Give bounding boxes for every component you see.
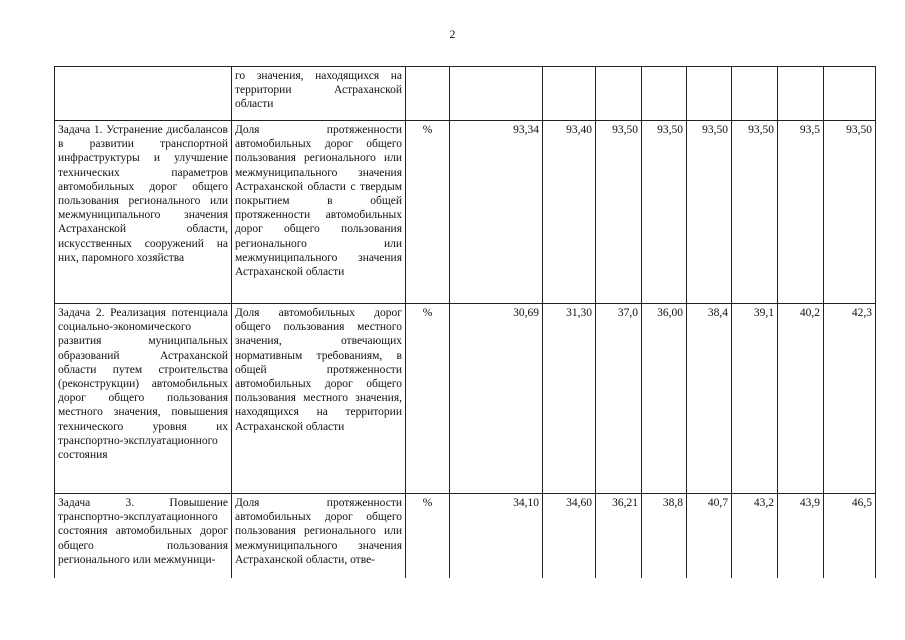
value-cell: 36,21 bbox=[596, 494, 642, 579]
value-cell bbox=[824, 67, 876, 121]
value-cell: 93,50 bbox=[732, 121, 778, 304]
value-cell: 93,5 bbox=[778, 121, 824, 304]
value-cell: 34,10 bbox=[450, 494, 543, 579]
indicators-table bbox=[54, 66, 876, 578]
indicator-cell: го значения, находящихся на территории Астраханской области bbox=[232, 67, 406, 121]
value-cell bbox=[732, 67, 778, 121]
indicator-cell: Доля протяженности автомобильных дорог общего пользования регионального или межмуниципального значения Астраханской области, отве- bbox=[232, 494, 406, 579]
task-cell bbox=[55, 67, 232, 121]
value-cell bbox=[778, 67, 824, 121]
value-cell bbox=[450, 67, 543, 121]
value-cell: 43,2 bbox=[732, 494, 778, 579]
unit-cell bbox=[406, 67, 450, 121]
table-row bbox=[55, 121, 876, 304]
value-cell: 93,50 bbox=[642, 121, 687, 304]
value-cell: 43,9 bbox=[778, 494, 824, 579]
value-cell: 36,00 bbox=[642, 304, 687, 494]
value-cell: 39,1 bbox=[732, 304, 778, 494]
value-cell: 93,50 bbox=[824, 121, 876, 304]
indicator-cell: Доля протяженности автомобильных дорог общего пользования регионального или межмуниципального значения Астраханской области с твердым покрытием в общей протяженности автомобильных дорог общего пользования регионального или межмуниципального значения Астраханской области bbox=[232, 121, 406, 304]
value-cell: 46,5 bbox=[824, 494, 876, 579]
value-cell: 31,30 bbox=[543, 304, 596, 494]
value-cell: 42,3 bbox=[824, 304, 876, 494]
value-cell: 93,50 bbox=[596, 121, 642, 304]
task-cell: Задача 2. Реализация потенциала социально-экономического развития муниципальных образований Астраханской области путем строительства (реконструкции) автомобильных дорог общего пользования местного значения, повышения технического уровня их транспортно-эксплуатационного состояния bbox=[55, 304, 232, 494]
value-cell: 40,7 bbox=[687, 494, 732, 579]
indicator-cell: Доля автомобильных дорог общего пользования местного значения, отвечающих нормативным требованиям, в общей протяженности автомобильных дорог общего пользования местного значения, находящихся на территории Астраханской области bbox=[232, 304, 406, 494]
value-cell: 93,34 bbox=[450, 121, 543, 304]
value-cell: 93,40 bbox=[543, 121, 596, 304]
value-cell bbox=[642, 67, 687, 121]
value-cell: 37,0 bbox=[596, 304, 642, 494]
value-cell: 38,4 bbox=[687, 304, 732, 494]
value-cell: 34,60 bbox=[543, 494, 596, 579]
value-cell: 93,50 bbox=[687, 121, 732, 304]
unit-cell: % bbox=[406, 494, 450, 579]
table-row bbox=[55, 304, 876, 494]
value-cell: 30,69 bbox=[450, 304, 543, 494]
task-cell: Задача 1. Устранение дисбалансов в развитии транспортной инфраструктуры и улучшение технических параметров автомобильных дорог общего пользования регионального или межмуниципального значения Астраханской области, искусственных сооружений на них, паромного хозяйства bbox=[55, 121, 232, 304]
unit-cell: % bbox=[406, 304, 450, 494]
value-cell: 38,8 bbox=[642, 494, 687, 579]
value-cell bbox=[543, 67, 596, 121]
page-number: 2 bbox=[449, 27, 456, 41]
task-cell: Задача 3. Повышение транспортно-эксплуатационного состояния автомобильных дорог общего пользования регионального или межмуници- bbox=[55, 494, 232, 579]
unit-cell: % bbox=[406, 121, 450, 304]
value-cell bbox=[596, 67, 642, 121]
value-cell: 40,2 bbox=[778, 304, 824, 494]
table-row bbox=[55, 67, 876, 121]
table-row bbox=[55, 494, 876, 579]
value-cell bbox=[687, 67, 732, 121]
